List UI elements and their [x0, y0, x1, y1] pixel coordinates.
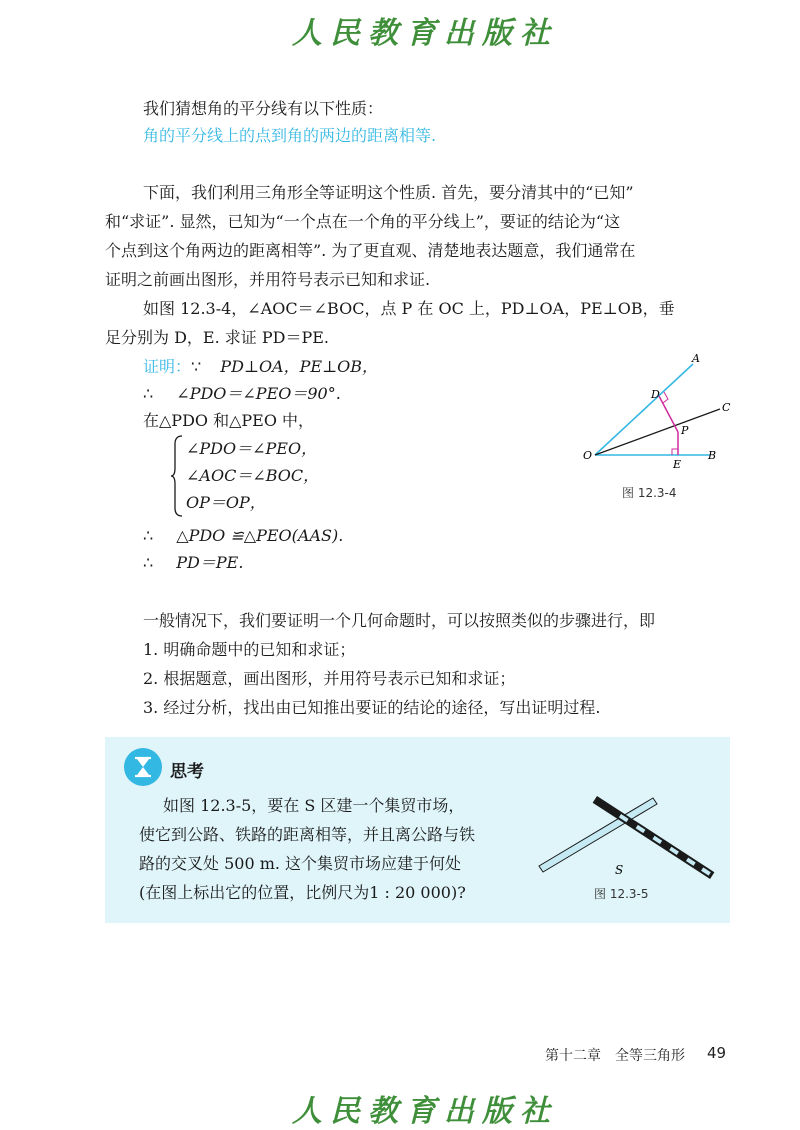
para1-line-2: 和“求证”. 显然，已知为“一个点在一个角的平分线上”，要证的结论为“这: [105, 212, 621, 231]
intro-line: 我们猜想角的平分线有以下性质：: [143, 99, 384, 118]
therefore-symbol: ∴: [143, 526, 154, 545]
para2-line-1: 如图 12.3-4，∠AOC＝∠BOC，点 P 在 OC 上，PD⊥OA，PE⊥OB，垂: [143, 299, 675, 318]
ray-oc: [595, 409, 720, 455]
para1-line-1: 下面，我们利用三角形全等证明这个性质. 首先，要分清其中的“已知”: [143, 183, 634, 202]
system-line-2: ∠AOC＝∠BOC，: [186, 466, 320, 485]
think-line-1: 如图 12.3-5，要在 S 区建一个集贸市场，: [163, 796, 465, 815]
think-line-2: 使它到公路、铁路的距离相等，并且离公路与铁: [139, 825, 476, 844]
label-d: D: [651, 388, 660, 401]
figure-12-3-4: [575, 350, 745, 475]
property-statement: 角的平分线上的点到角的两边的距离相等.: [143, 126, 437, 145]
right-angle-d: [663, 392, 668, 403]
label-c: C: [722, 401, 731, 414]
right-angle-e: [672, 449, 678, 455]
label-b: B: [708, 449, 717, 462]
therefore-symbol: ∴: [143, 553, 154, 572]
proof-line-5: [143, 550, 243, 576]
step-2: 2. 根据题意，画出图形，并用符号表示已知和求证；: [143, 669, 516, 688]
system-brace: [170, 434, 184, 518]
think-line-4: (在图上标出它的位置，比例尺为1 : 20 000)?: [139, 883, 466, 902]
railway-track: [593, 796, 715, 879]
para1-line-4: 证明之前画出图形，并用符号表示已知和求证.: [105, 270, 431, 289]
because-symbol: ∵: [191, 357, 202, 376]
footer-publisher: 人民教育出版社: [292, 1094, 558, 1129]
system-line-1: ∠PDO＝∠PEO，: [186, 439, 318, 458]
para1-line-3: 个点到这个角两边的距离相等”. 为了更直观、清楚地表达题意，我们通常在: [105, 241, 636, 260]
therefore-symbol: ∴: [143, 384, 154, 403]
header-publisher: 人民教育出版社: [292, 16, 558, 51]
figure-12-3-4-caption: 图 12.3-4: [622, 486, 677, 500]
highway-road: [539, 798, 657, 872]
think-line-3: 路的交叉处 500 m. 这个集贸市场应建于何处: [139, 854, 462, 873]
proof-line-2: [143, 381, 341, 407]
label-a: A: [692, 352, 700, 365]
proof-line-4: [143, 523, 343, 549]
proof-step-2: ∠PDO＝∠PEO＝90°.: [176, 384, 341, 403]
label-e: E: [673, 458, 682, 471]
label-p: P: [681, 424, 689, 437]
step-3: 3. 经过分析，找出由已知推出要证的结论的途径，写出证明过程.: [143, 698, 601, 717]
segment-pd: [659, 396, 678, 432]
steps-intro: 一般情况下，我们要证明一个几何命题时，可以按照类似的步骤进行，即: [143, 611, 656, 630]
para2-line-2: 足分别为 D，E. 求证 PD＝PE.: [105, 328, 329, 347]
step-1: 1. 明确命题中的已知和求证；: [143, 640, 356, 659]
proof-step-3: 在△PDO 和△PEO 中，: [143, 411, 315, 430]
proof-step-4: △PDO ≌△PEO(AAS).: [176, 526, 344, 545]
figure-12-3-5: [535, 790, 720, 885]
system-line-3: OP＝OP，: [186, 493, 266, 512]
page-number: 49: [707, 1044, 727, 1062]
proof-step-5: PD＝PE.: [176, 553, 244, 572]
footer-chapter: 第十二章 全等三角形: [545, 1048, 685, 1064]
label-o: O: [583, 449, 593, 462]
hourglass-icon: [123, 747, 163, 787]
proof-line-1: [143, 354, 378, 380]
label-s: S: [615, 863, 624, 877]
think-title: 思考: [170, 762, 204, 782]
proof-label: 证明：: [143, 357, 192, 376]
figure-12-3-5-caption: 图 12.3-5: [594, 887, 649, 901]
proof-step-1: PD⊥OA，PE⊥OB，: [220, 357, 378, 376]
